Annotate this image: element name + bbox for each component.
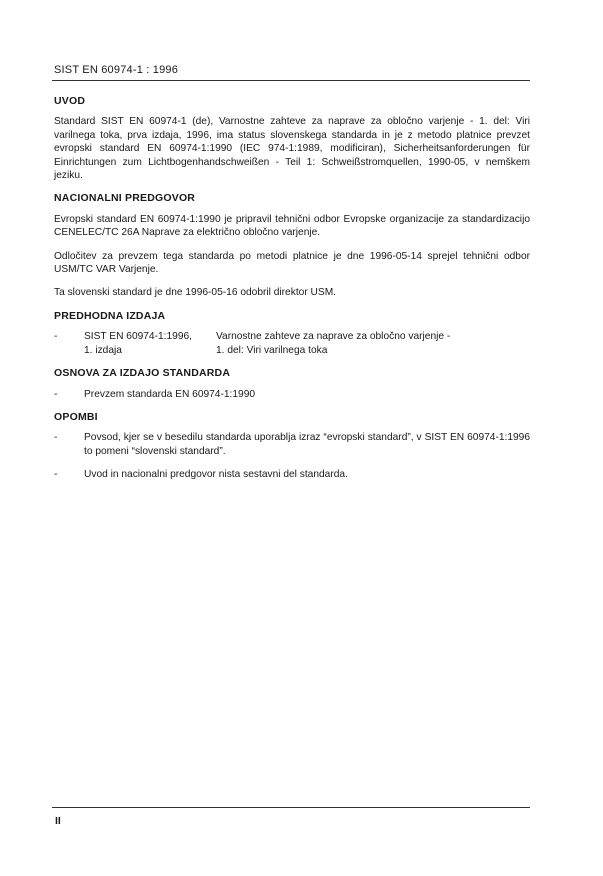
- uvod-paragraph: Standard SIST EN 60974-1 (de), Varnostne zahteve za naprave za obločno varjenje - 1. del: Viri varilnega toka, prva izdaja, 1996, ima status slovenskega standarda in je z metodo platnice prevzet evropski standard EN 60974-1:1990 (IEC 974-1:1989, modificiran), Sicherheitsanforderungen für Einrichtungen zum Lichtbogenhandschweißen - Teil 1: Schweißstromquellen, 1990-05, v nemškem jeziku.: [54, 116, 530, 182]
- nacionalni-paragraph-3: Ta slovenski standard je dne 1996-05-16 odobril direktor USM.: [54, 287, 337, 299]
- heading-predhodna-izdaja: PREDHODNA IZDAJA: [54, 309, 166, 322]
- footer-rule: [52, 807, 530, 808]
- section-predhodna-izdaja: [54, 310, 530, 357]
- osnova-item: [54, 388, 530, 401]
- nacionalni-paragraph-2: Odločitev za prevzem tega standarda po metodi platnice je dne 1996-05-14 sprejel tehnični odbor USM/TC VAR Varjenje.: [54, 250, 530, 276]
- header-rule: [52, 80, 530, 81]
- opomba-text-1: Povsod, kjer se v besedilu standarda uporablja izraz “evropski standard”, v SIST EN 60974-1:1996 to pomeni “slovenski standard”.: [84, 432, 530, 457]
- section-uvod: [54, 95, 530, 182]
- predhodna-title-line1: Varnostne zahteve za naprave za obločno varjenje -: [216, 331, 451, 343]
- predhodna-title-line2: 1. del: Viri varilnega toka: [216, 344, 328, 356]
- page-number: II: [55, 815, 61, 827]
- document-body: [54, 95, 530, 492]
- list-dash: -: [54, 331, 58, 343]
- section-nacionalni-predgovor: [54, 192, 530, 299]
- list-dash: -: [54, 388, 58, 400]
- section-osnova: [54, 367, 530, 401]
- predhodna-standard: SIST EN 60974-1:1996,: [84, 331, 192, 343]
- nacionalni-paragraph-1: Evropski standard EN 60974-1:1990 je pripravil tehnični odbor Evropske organizacije za standardizacijo CENELEC/TC 26A Naprave za električno obločno varjenje.: [54, 213, 530, 239]
- opomba-item-1: [54, 431, 530, 458]
- opomba-item-2: [54, 468, 530, 481]
- predhodna-edition: 1. izdaja: [84, 344, 122, 356]
- document-id-header: SIST EN 60974-1 : 1996: [54, 64, 179, 76]
- osnova-item-text: Prevzem standarda EN 60974-1:1990: [84, 388, 256, 400]
- heading-uvod: UVOD: [54, 95, 86, 107]
- section-opombi: [54, 411, 530, 482]
- list-dash: -: [54, 469, 58, 481]
- heading-osnova: OSNOVA ZA IZDAJO STANDARDA: [54, 367, 231, 380]
- heading-nacionalni-predgovor: NACIONALNI PREDGOVOR: [54, 192, 196, 205]
- heading-opombi: OPOMBI: [54, 410, 98, 423]
- opomba-text-2: Uvod in nacionalni predgovor nista sestavni del standarda.: [84, 469, 348, 481]
- list-dash: -: [54, 432, 58, 444]
- predhodna-item: [54, 330, 530, 357]
- predhodna-item-body: [84, 330, 530, 357]
